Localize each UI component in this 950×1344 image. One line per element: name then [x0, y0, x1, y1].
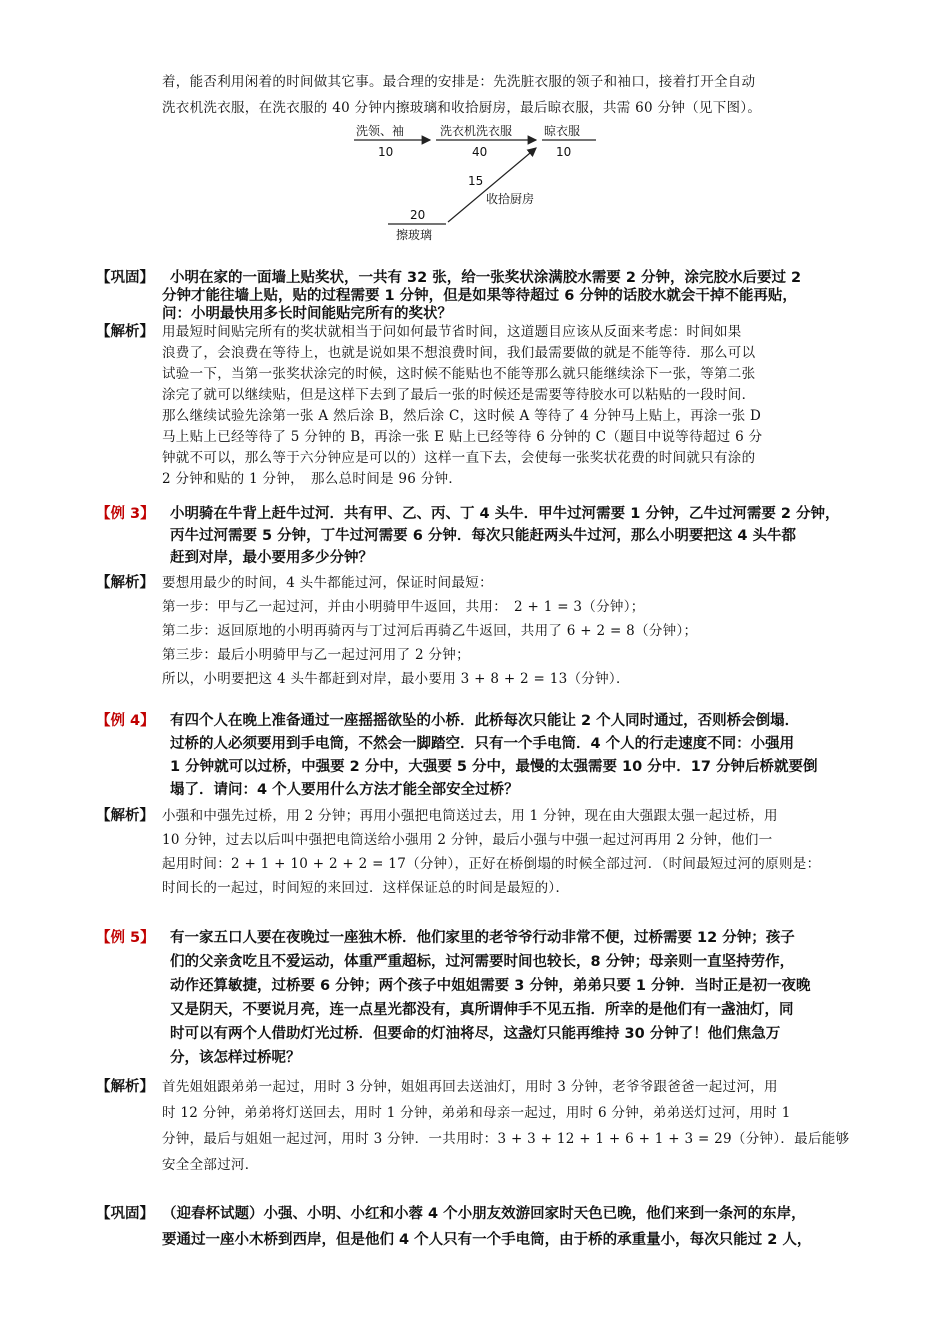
solution-line: 试验一下，当第一张奖状涂完的时候，这时候不能贴也不能等那么就只能继续涂下一张，等第二张 [162, 366, 756, 382]
step-wash-collar-label: 洗领、袖 [356, 124, 405, 138]
solution-line: 首先姐姐跟弟弟一起过，用时 3 分钟，姐姐再回去送油灯，用时 3 分钟，老爷爷跟爸爸一起过河，用 [162, 1079, 778, 1095]
solution-line: 马上贴上已经等待了 5 分钟的 B，再涂一张 E 贴上已经等待 6 分钟的 C（题目中说等待超过 6 分 [162, 429, 763, 445]
consolidate-question-line: （迎春杯试题）小强、小明、小红和小蓉 4 个小朋友效游回家时天色已晚，他们来到一条河的东岸， [162, 1206, 806, 1222]
solution-line: 10 分钟，过去以后叫中强把电筒送给小强用 2 分钟，最后小强与中强一起过河再用 2 分钟，他们一 [162, 832, 773, 848]
schedule-diagram [340, 118, 610, 248]
step-machine-wash-time: 40 [472, 145, 488, 159]
step-wash-collar-time: 10 [378, 145, 394, 159]
step-dry-clothes-time: 10 [556, 145, 572, 159]
solution-line: 小强和中强先过桥，用 2 分钟；再用小强把电筒送过去，用 1 分钟，现在由大强跟太强一起过桥，用 [162, 808, 778, 824]
step-glass-time: 20 [410, 208, 426, 222]
solution-tag: 【解析】 [96, 808, 154, 824]
solution-tag: 【解析】 [96, 324, 154, 340]
consolidate-question-line: 分钟才能往墙上贴，贴的过程需要 1 分钟，但是如果等待超过 6 分钟的话胶水就会干掉不能再贴， [162, 288, 797, 304]
step-machine-wash-label: 洗衣机洗衣服 [440, 124, 513, 138]
example-question-line: 动作还算敏捷，过桥要 6 分钟；两个孩子中姐姐需要 3 分钟，弟弟只要 1 分钟．当时正是初一夜晚 [170, 978, 811, 994]
solution-line: 安全全部过河． [162, 1157, 259, 1173]
example-tag: 【例 4】 [96, 713, 155, 729]
consolidate-question-line: 小明在家的一面墙上贴奖状，一共有 32 张，给一张奖状涂满胶水需要 2 分钟，涂完胶水后要过 2 [170, 270, 802, 286]
solution-line: 起用时间：2 + 1 + 10 + 2 + 2 = 17（分钟），正好在桥倒塌的时候全部过河．（时间最短过河的原则是： [162, 856, 821, 872]
consolidate-tag: 【巩固】 [96, 270, 154, 286]
solution-line: 那么继续试验先涂第一张 A 然后涂 B，然后涂 C，这时候 A 等待了 4 分钟马上贴上，再涂一张 D [162, 408, 762, 424]
solution-line: 时 12 分钟，弟弟将灯送回去，用时 1 分钟，弟弟和母亲一起过，用时 6 分钟，弟弟送灯过河，用时 1 [162, 1105, 791, 1121]
consolidate-tag: 【巩固】 [96, 1206, 154, 1222]
step-glass-label: 擦玻璃 [396, 228, 433, 242]
example-question-line: 有四个人在晚上准备通过一座摇摇欲坠的小桥．此桥每次只能让 2 个人同时通过，否则桥会倒塌． [170, 713, 800, 729]
example-question-line: 塌了．请问：4 个人要用什么方法才能全部安全过桥？ [170, 782, 519, 798]
solution-line: 要想用最少的时间，4 头牛都能过河，保证时间最短： [162, 575, 493, 591]
solution-line: 2 分钟和贴的 1 分钟， 那么总时间是 96 分钟． [162, 471, 463, 487]
solution-tag: 【解析】 [96, 1079, 154, 1095]
intro-line: 洗衣机洗衣服，在洗衣服的 40 分钟内擦玻璃和收拾厨房，最后晾衣服，共需 60 分钟（见下图）。 [162, 100, 762, 116]
example-question-line: 又是阴天，不要说月亮，连一点星光都没有，真所谓伸手不见五指．所幸的是他们有一盏油灯，同 [170, 1002, 794, 1018]
example-question-line: 时可以有两个人借助灯光过桥．但要命的灯油将尽，这盏灯只能再维持 30 分钟了！他们焦急万 [170, 1026, 781, 1042]
solution-line: 浪费了，会浪费在等待上，也就是说如果不想浪费时间，我们最需要做的就是不能等待．那么可以 [162, 345, 756, 361]
solution-tag: 【解析】 [96, 575, 154, 591]
solution-line: 时间长的一起过，时间短的来回过．这样保证总的时间是最短的）． [162, 880, 570, 896]
solution-line: 第三步：最后小明骑甲与乙一起过河用了 2 分钟； [162, 647, 470, 663]
step-kitchen-time: 15 [468, 174, 484, 188]
example-question-line: 有一家五口人要在夜晚过一座独木桥．他们家里的老爷爷行动非常不便，过桥需要 12 分钟；孩子 [170, 930, 795, 946]
example-question-line: 分，该怎样过桥呢？ [170, 1050, 301, 1066]
example-tag: 【例 3】 [96, 506, 155, 522]
consolidate-question-line: 问：小明最快用多长时间能贴完所有的奖状？ [162, 306, 452, 322]
solution-line: 第一步：甲与乙一起过河，并由小明骑甲牛返回，共用： 2 + 1 = 3（分钟）； [162, 599, 645, 615]
example-question-line: 们的父亲贪吃且不爱运动，体重严重超标，过河需要时间也较长，8 分钟；母亲则一直坚持劳作， [170, 954, 795, 970]
example-question-line: 小明骑在牛背上赶牛过河．共有甲、乙、丙、丁 4 头牛．甲牛过河需要 1 分钟，乙牛过河需要 2 分钟， [170, 506, 840, 522]
example-question-line: 1 分钟就可以过桥，中强要 2 分中，大强要 5 分中，最慢的太强需要 10 分中．17 分钟后桥就要倒 [170, 759, 818, 775]
step-kitchen-label: 收拾厨房 [486, 192, 535, 206]
solution-line: 第二步：返回原地的小明再骑丙与丁过河后再骑乙牛返回，共用了 6 + 2 = 8（分钟）； [162, 623, 698, 639]
intro-line: 着，能否利用闲着的时间做其它事。最合理的安排是：先洗脏衣服的领子和袖口，接着打开全自动 [162, 74, 756, 90]
step-dry-clothes-label: 晾衣服 [544, 124, 581, 138]
example-question-line: 过桥的人必须要用到手电筒，不然会一脚踏空．只有一个手电筒．4 个人的行走速度不同：小强用 [170, 736, 795, 752]
solution-line: 分钟，最后与姐姐一起过河，用时 3 分钟．一共用时：3 + 3 + 12 + 1 + 6 + 1 + 3 = 29（分钟）．最后能够 [162, 1131, 850, 1147]
solution-line: 钟就不可以，那么等于六分钟应是可以的）这样一直下去，会使每一张奖状花费的时间就只有涂的 [162, 450, 756, 466]
solution-line: 用最短时间贴完所有的奖状就相当于问如何最节省时间，这道题目应该从反面来考虑：时间如果 [162, 324, 742, 340]
solution-line: 所以，小明要把这 4 头牛都赶到对岸，最小要用 3 + 8 + 2 = 13（分钟）． [162, 671, 630, 687]
consolidate-question-line: 要通过一座小木桥到西岸，但是他们 4 个人只有一个手电筒，由于桥的承重量小，每次只能过 2 人， [162, 1232, 812, 1248]
example-question-line: 赶到对岸，最小要用多少分钟？ [170, 550, 373, 566]
solution-line: 涂完了就可以继续贴，但是这样下去到了最后一张的时候还是需要等待胶水可以粘贴的一段时间． [162, 387, 756, 403]
example-question-line: 丙牛过河需要 5 分钟，丁牛过河需要 6 分钟．每次只能赶两头牛过河，那么小明要把这 4 头牛都 [170, 528, 797, 544]
example-tag: 【例 5】 [96, 930, 155, 946]
